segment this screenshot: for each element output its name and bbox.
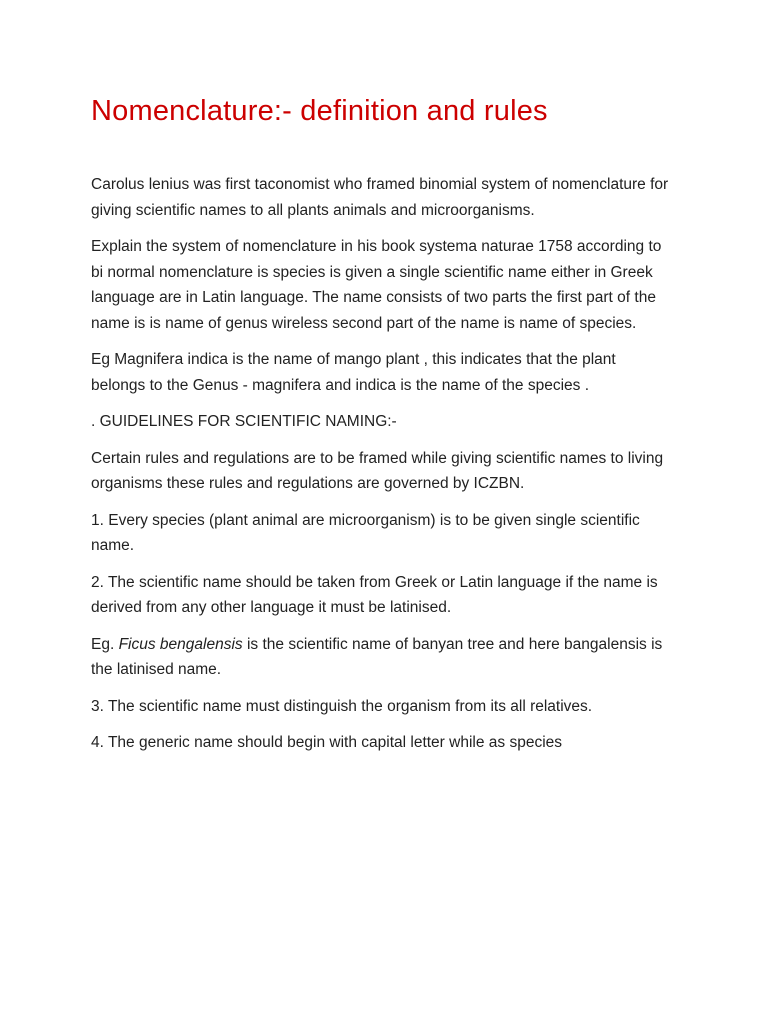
paragraph-rules-intro: Certain rules and regulations are to be framed while giving scientific names to living organisms these rules and regulations are governed by ICZBN. (91, 449, 664, 492)
paragraph-guidelines-heading: . GUIDELINES FOR SCIENTIFIC NAMING:- (91, 413, 397, 430)
example-prefix: Eg. (91, 635, 119, 653)
document-title: Nomenclature:- definition and rules (91, 95, 548, 127)
paragraph-rule-4: 4. The generic name should begin with capital letter while as species (91, 734, 563, 751)
paragraph-rule-3: 3. The scientific name must distinguish the organism from its all relatives. (91, 697, 593, 715)
paragraph-example-ficus (91, 632, 672, 683)
paragraph-rule-1: 1. Every species (plant animal are microorganism) is to be given single scientific name. (91, 511, 640, 554)
example-suffix: is the scientific name of banyan tree and here bangalensis is the latinised name. (91, 635, 663, 678)
paragraph-intro: Carolus lenius was first taconomist who framed binomial system of nomenclature for giving scientific names to all plants animals and microorganisms. (91, 176, 669, 219)
example-species-name: Ficus bengalensis (118, 635, 243, 653)
document-body (91, 172, 672, 756)
paragraph-system: Explain the system of nomenclature in his book systema naturae 1758 according to bi normal nomenclature is species is given a single scientific name either in Greek language are in Latin language. The name consists of two parts the first part of the name is is name of genus wireless second part of the name is name of species. (91, 238, 662, 332)
paragraph-rule-2: 2. The scientific name should be taken from Greek or Latin language if the name is derived from any other language it must be latinised. (91, 573, 658, 616)
paragraph-example-mango: Eg Magnifera indica is the name of mango plant , this indicates that the plant belongs to the Genus - magnifera and indica is the name of the species . (91, 351, 616, 394)
